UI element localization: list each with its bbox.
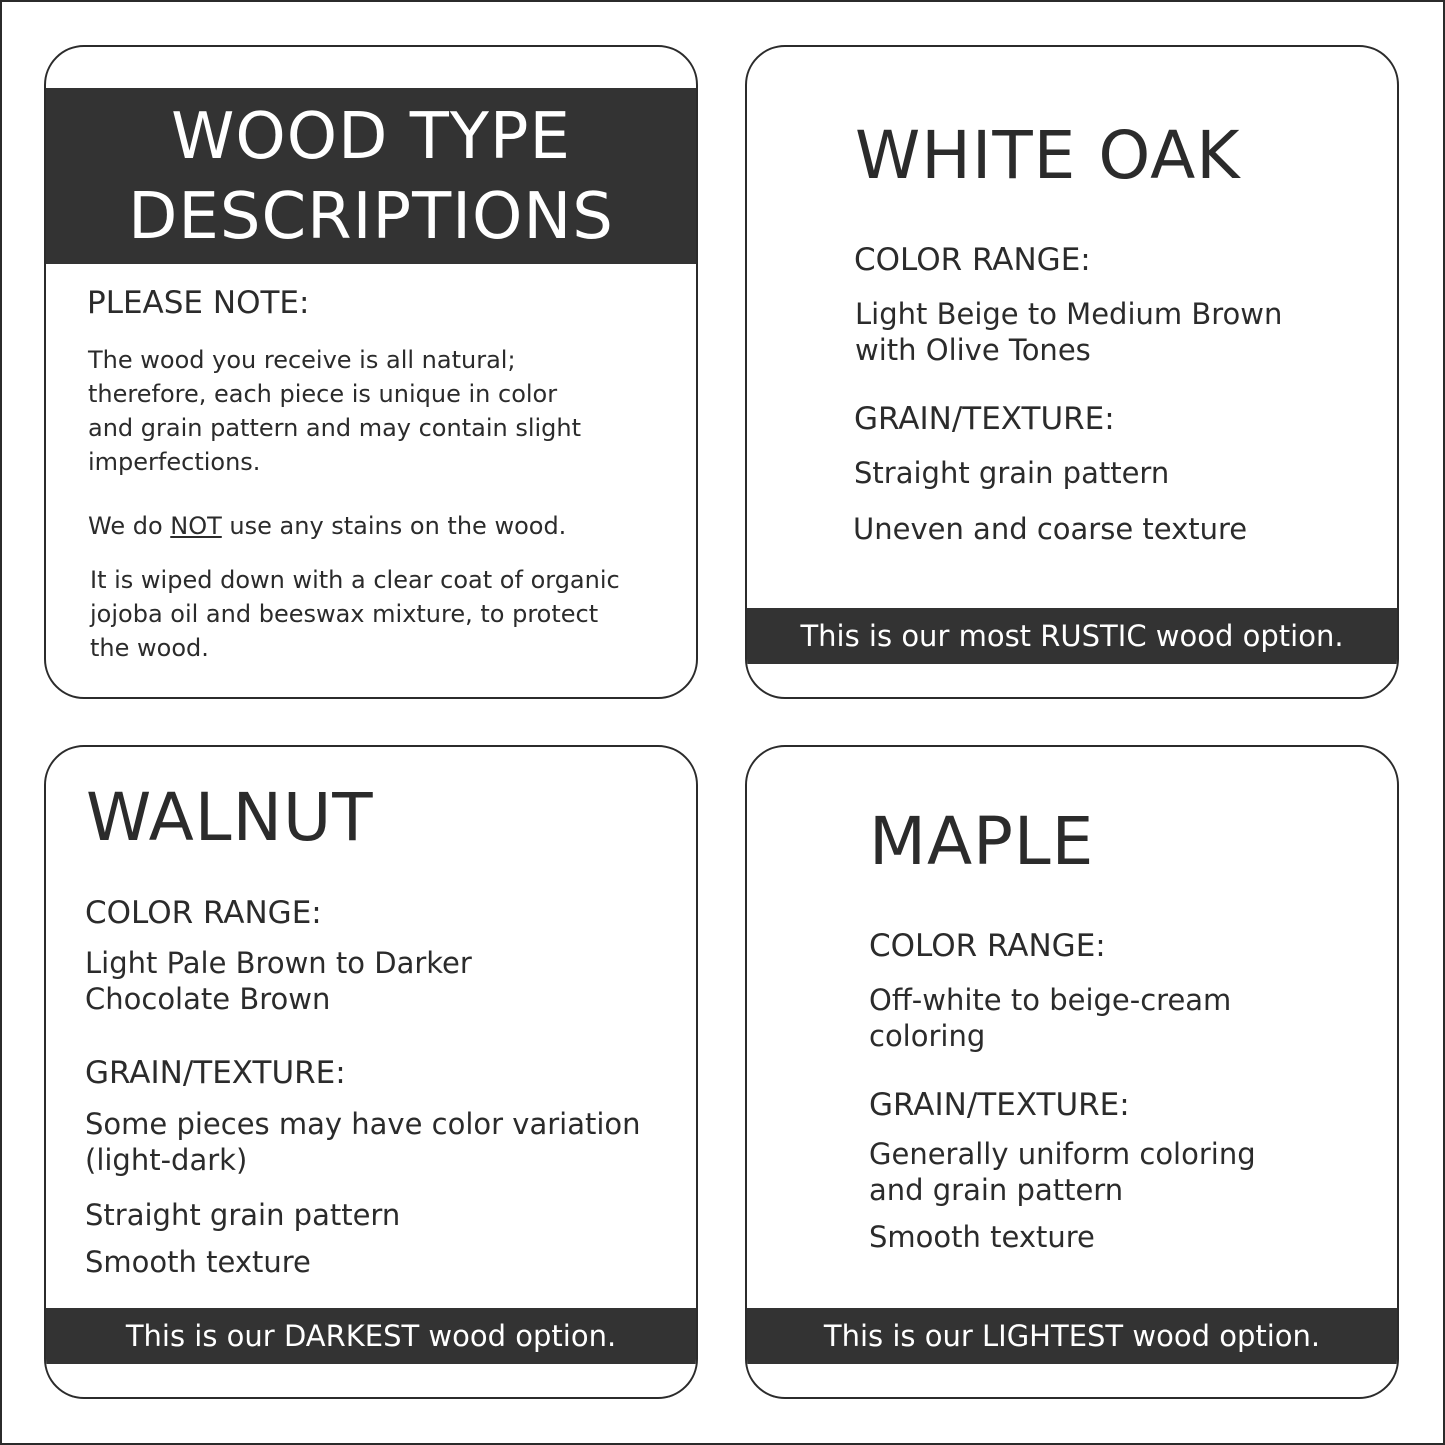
walnut-card: [44, 745, 698, 1399]
white-oak-grain-heading: GRAIN/TEXTURE:: [854, 401, 1115, 437]
note-paragraph-1-line: therefore, each piece is unique in color: [88, 380, 558, 408]
note-paragraph-3-line: It is wiped down with a clear coat of organic: [90, 566, 620, 594]
note-paragraph-2-end: use any stains on the wood.: [221, 512, 567, 540]
maple-grain-line: Generally uniform coloring: [869, 1137, 1256, 1171]
white-oak-color-heading: COLOR RANGE:: [854, 242, 1091, 278]
maple-color-line: coloring: [869, 1019, 986, 1053]
note-paragraph-3: [90, 563, 620, 665]
note-paragraph-3-line: jojoba oil and beeswax mixture, to protect: [90, 600, 599, 628]
note-paragraph-1: [88, 343, 581, 479]
walnut-footer-band: This is our DARKEST wood option.: [46, 1308, 696, 1364]
white-oak-card: [745, 45, 1399, 699]
walnut-grain-line: (light-dark): [85, 1143, 248, 1177]
note-emphasis-not: NOT: [170, 512, 222, 540]
walnut-title: WALNUT: [86, 779, 374, 856]
white-oak-grain-line-1: Straight grain pattern: [854, 456, 1170, 490]
white-oak-color-line: with Olive Tones: [855, 333, 1091, 367]
intro-card: [44, 45, 698, 699]
note-paragraph-3-line: the wood.: [90, 634, 209, 662]
note-heading: PLEASE NOTE:: [87, 285, 310, 321]
white-oak-title: WHITE OAK: [855, 117, 1241, 194]
walnut-grain-text: [85, 1106, 641, 1178]
white-oak-grain-line-2: Uneven and coarse texture: [853, 512, 1248, 546]
maple-footer-band: This is our LIGHTEST wood option.: [747, 1308, 1397, 1364]
white-oak-color-text: [855, 296, 1282, 368]
walnut-grain-line-3: Smooth texture: [85, 1245, 311, 1279]
note-paragraph-1-line: The wood you receive is all natural;: [88, 346, 516, 374]
white-oak-footer-band: This is our most RUSTIC wood option.: [747, 608, 1397, 664]
white-oak-color-line: Light Beige to Medium Brown: [855, 297, 1283, 331]
walnut-grain-line: Some pieces may have color variation: [85, 1107, 641, 1141]
maple-title: MAPLE: [869, 803, 1095, 880]
walnut-color-line: Chocolate Brown: [85, 982, 331, 1016]
intro-title-line-1: WOOD TYPE: [171, 100, 571, 174]
maple-color-heading: COLOR RANGE:: [869, 928, 1106, 964]
note-paragraph-1-line: imperfections.: [88, 448, 261, 476]
maple-color-line: Off-white to beige-cream: [869, 983, 1232, 1017]
intro-title-line-2: DESCRIPTIONS: [128, 180, 614, 254]
note-paragraph-1-line: and grain pattern and may contain slight: [88, 414, 582, 442]
intro-title-band: [46, 88, 696, 264]
walnut-grain-line-2: Straight grain pattern: [85, 1198, 401, 1232]
walnut-grain-heading: GRAIN/TEXTURE:: [85, 1055, 346, 1091]
note-paragraph-2: [88, 509, 566, 543]
maple-grain-heading: GRAIN/TEXTURE:: [869, 1087, 1130, 1123]
note-paragraph-2-start: We do: [88, 512, 171, 540]
maple-grain-line: and grain pattern: [869, 1173, 1124, 1207]
walnut-color-line: Light Pale Brown to Darker: [85, 946, 472, 980]
walnut-color-text: [85, 945, 472, 1017]
walnut-color-heading: COLOR RANGE:: [85, 895, 322, 931]
maple-card: [745, 745, 1399, 1399]
maple-grain-line-2: Smooth texture: [869, 1220, 1095, 1254]
maple-grain-text: [869, 1136, 1256, 1208]
maple-color-text: [869, 982, 1231, 1054]
